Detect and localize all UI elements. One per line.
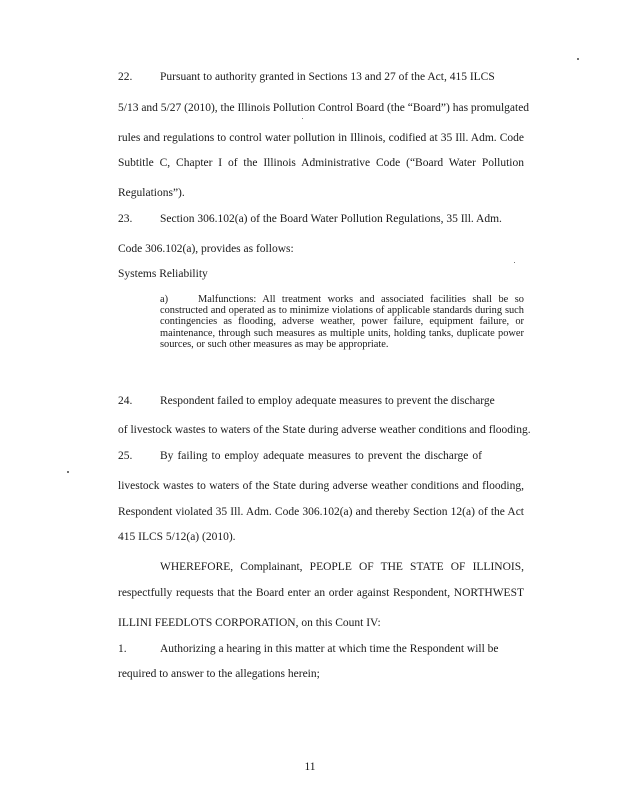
paragraph-line: WHEREFORE, Complainant, PEOPLE OF THE STATE OF ILLINOIS, bbox=[160, 561, 524, 573]
paragraph-line: required to answer to the allegations herein; bbox=[118, 668, 320, 680]
page-number: 11 bbox=[304, 761, 316, 773]
scan-speck bbox=[577, 58, 579, 60]
paragraph-number: 1. bbox=[118, 643, 127, 655]
paragraph-line: 415 ILCS 5/12(a) (2010). bbox=[118, 531, 236, 543]
paragraph-line: of livestock wastes to waters of the State during adverse weather conditions and flooding. bbox=[118, 424, 531, 436]
paragraph-number: 24. bbox=[118, 395, 133, 407]
paragraph-line: Subtitle C, Chapter I of the Illinois Administrative Code (“Board Water Pollution bbox=[118, 157, 524, 169]
paragraph-line: Regulations”). bbox=[118, 187, 185, 199]
quote-label: a) bbox=[160, 294, 169, 305]
paragraph-line: 1. Authorizing a hearing in this matter at which time the Respondent will be bbox=[118, 643, 499, 655]
scan-speck bbox=[514, 262, 515, 263]
paragraph-number: 25. bbox=[118, 450, 133, 462]
paragraph-line: Code 306.102(a), provides as follows: bbox=[118, 243, 294, 255]
quote-text: Malfunctions: All treatment works and associated facilities shall be so constructed and operated as to minimize violations of applicable standards during such contingencies as flooding, adverse weather, power failure, equipment failure, or maintenance, through such measures as multiple units, holding tanks, duplicate power sources, or such other measures as may be appropriate. bbox=[160, 294, 524, 350]
paragraph-line: respectfully requests that the Board enter an order against Respondent, NORTHWEST bbox=[118, 587, 524, 599]
block-quote bbox=[160, 294, 524, 350]
section-heading: Systems Reliability bbox=[118, 268, 208, 280]
paragraph-line: 5/13 and 5/27 (2010), the Illinois Pollution Control Board (the “Board”) has promulgated bbox=[118, 102, 530, 114]
paragraph-line: rules and regulations to control water pollution in Illinois, codified at 35 Ill. Adm. Code bbox=[118, 132, 524, 144]
paragraph-line: 22. Pursuant to authority granted in Sections 13 and 27 of the Act, 415 ILCS bbox=[118, 71, 495, 83]
paragraph-line: ILLINI FEEDLOTS CORPORATION, on this Count IV: bbox=[118, 617, 381, 629]
paragraph-line: livestock wastes to waters of the State during adverse weather conditions and flooding, bbox=[118, 480, 524, 492]
paragraph-number: 22. bbox=[118, 71, 133, 83]
paragraph-line: 25. By failing to employ adequate measures to prevent the discharge of bbox=[118, 450, 482, 462]
paragraph-line: 23. Section 306.102(a) of the Board Water Pollution Regulations, 35 Ill. Adm. bbox=[118, 213, 502, 225]
scan-speck bbox=[67, 471, 69, 473]
paragraph-number: 23. bbox=[118, 213, 133, 225]
paragraph-line: Respondent violated 35 Ill. Adm. Code 306.102(a) and thereby Section 12(a) of the Act bbox=[118, 506, 524, 518]
paragraph-line: 24. Respondent failed to employ adequate measures to prevent the discharge bbox=[118, 395, 495, 407]
scan-speck bbox=[302, 118, 303, 119]
